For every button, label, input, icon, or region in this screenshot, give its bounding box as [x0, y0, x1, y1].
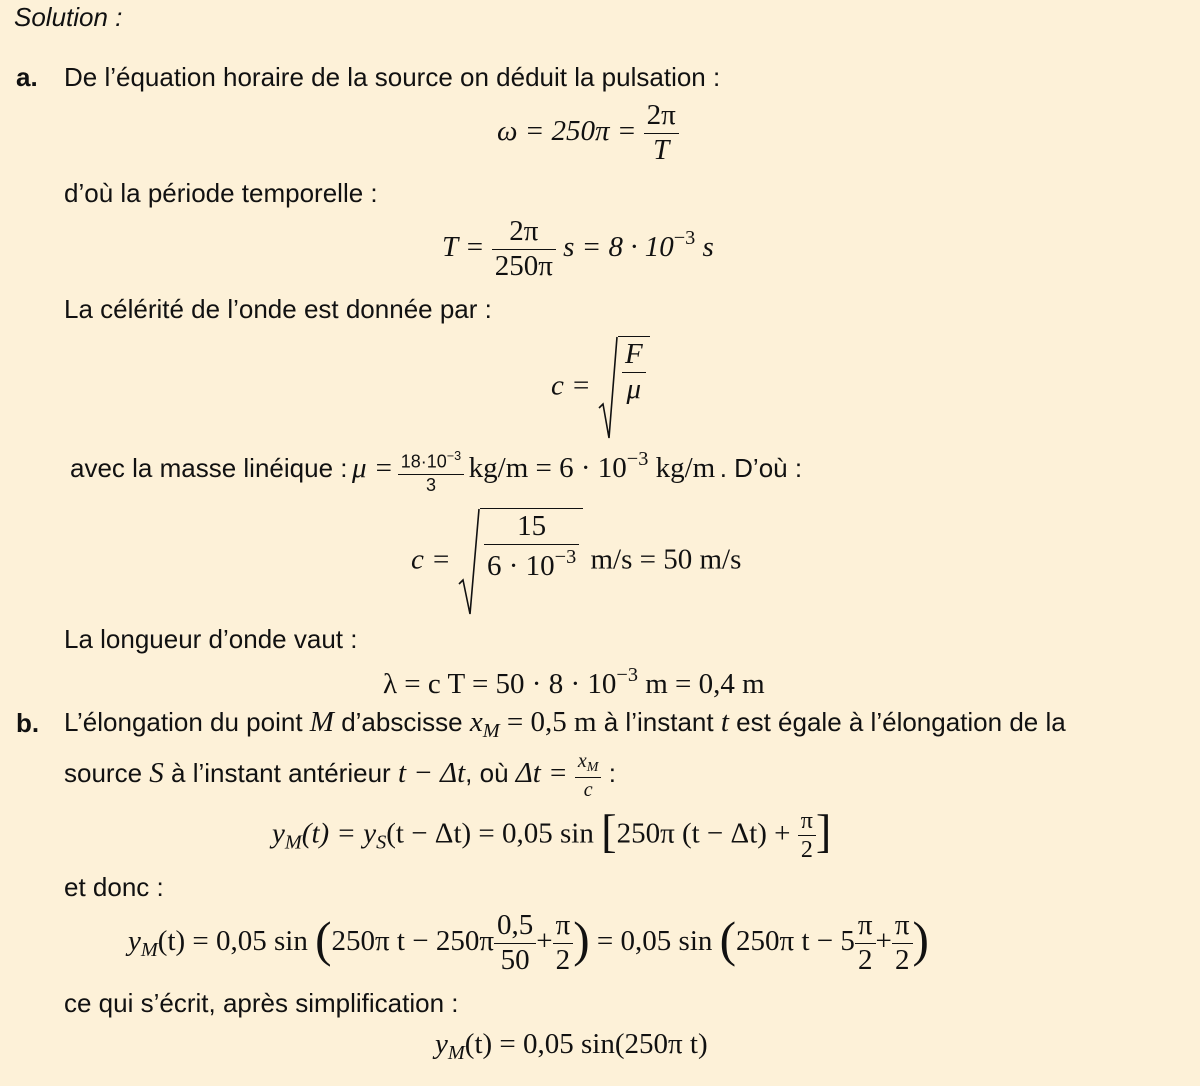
- lambda-text: La longueur d’onde vaut :: [64, 624, 358, 654]
- lambda-exp: −3: [616, 664, 638, 686]
- elongation-equation-2: [128, 910, 929, 977]
- eq2-close-paren-2: ): [912, 911, 929, 967]
- mu-after: . D’où :: [719, 453, 803, 484]
- mu-rhs-unit: kg/m: [648, 452, 716, 485]
- mu-rhs-exp: −3: [626, 448, 649, 470]
- final-y: y: [435, 1028, 448, 1060]
- mu-den: 3: [425, 474, 436, 495]
- simplification-text: ce qui s’écrit, après simplification :: [64, 988, 459, 1018]
- line2-expr: t − Δt: [397, 757, 466, 790]
- period-lhs: T =: [442, 231, 485, 264]
- dt-num-sub: M: [586, 760, 599, 776]
- elongation-equation-1: [272, 806, 831, 864]
- line1-xM: [469, 706, 500, 743]
- eq2-b: 250π t − 5: [736, 925, 855, 958]
- period-exp: −3: [673, 226, 696, 249]
- mu-num: [398, 450, 464, 474]
- line2-colon: :: [608, 758, 616, 789]
- celerity-equation: [551, 336, 650, 440]
- eq2-close-paren-1: ): [573, 911, 590, 967]
- mu-lhs: μ =: [351, 452, 394, 485]
- eq2-lhs: (t) = 0,05 sin: [157, 925, 308, 958]
- celerity-num: F: [622, 339, 646, 373]
- eq2-frac-3: [855, 910, 876, 977]
- solution-title: Solution :: [14, 2, 123, 32]
- eq1-fraction: [798, 808, 816, 864]
- donc-text: et donc :: [64, 872, 164, 902]
- line1-d: à l’instant: [603, 707, 714, 737]
- line1-a: L’élongation du point: [64, 707, 303, 737]
- celerity-fraction: [622, 339, 646, 406]
- eq1-ysub: M: [284, 831, 302, 854]
- mu-rhs: [468, 448, 716, 485]
- lambda-rest: m = 0,4 m: [637, 668, 765, 701]
- eq2-mid: = 0,05 sin: [596, 925, 713, 958]
- mu-num-exp: −3: [446, 449, 462, 464]
- period-fraction: [492, 216, 556, 283]
- part-b-line1: [64, 706, 1066, 743]
- celerity2-den: [484, 545, 579, 583]
- eq2-f4num: π: [892, 910, 913, 944]
- omega-num: 2π: [644, 100, 679, 134]
- eq2-plus-1: +: [536, 925, 553, 958]
- line1-t: t: [720, 706, 729, 738]
- eq1-close-bracket: ]: [815, 807, 832, 858]
- period-rhs-text: s = 8 · 10: [563, 231, 674, 264]
- period-num: 2π: [492, 216, 556, 250]
- period-den: 250π: [494, 249, 553, 282]
- eq1-mid: (t) = y: [301, 817, 377, 850]
- eq2-plus-2: +: [875, 925, 892, 958]
- omega-den: T: [653, 133, 670, 166]
- final-ysub: M: [447, 1042, 465, 1065]
- part-a-intro: De l’équation horaire de la source on déduit la pulsation :: [64, 62, 721, 92]
- part-a-marker: a.: [16, 62, 38, 92]
- celerity-den: μ: [626, 372, 642, 405]
- line2-b: à l’instant antérieur: [171, 758, 391, 789]
- celerity-lhs: c =: [551, 369, 591, 402]
- eq2-f3num: π: [855, 910, 876, 944]
- part-b-line2: [64, 750, 616, 801]
- eq1-ssub: S: [376, 831, 387, 854]
- mass-line: [70, 448, 802, 496]
- mu-rhs-text: kg/m = 6 · 10: [468, 452, 627, 485]
- lambda-eq: λ = c T = 50 · 8 · 10: [383, 668, 617, 701]
- line1-M: M: [309, 706, 334, 738]
- radical-icon: [598, 336, 618, 440]
- omega-equation: [497, 100, 679, 167]
- line1-b: d’abscisse: [341, 707, 463, 737]
- eq2-f1den: 50: [500, 943, 530, 976]
- line2-S: S: [149, 757, 164, 790]
- celerity-text: La célérité de l’onde est donnée par :: [64, 294, 492, 324]
- mu-num-text: 18·10: [400, 451, 447, 472]
- eq2-f2den: 2: [555, 943, 571, 976]
- celerity2-num: 15: [484, 511, 579, 545]
- sqrt-symbol: [598, 336, 650, 440]
- sqrt-symbol-2: [458, 508, 583, 616]
- final-rest: (t) = 0,05 sin(250π t): [464, 1028, 708, 1060]
- omega-lhs: ω = 250π =: [497, 115, 637, 148]
- line2-dt: Δt =: [515, 757, 568, 790]
- eq2-y: y: [128, 925, 141, 958]
- eq2-frac-2: [553, 910, 574, 977]
- eq1-inner: 250π (t − Δt) +: [616, 817, 791, 850]
- celerity2-rhs: m/s = 50 m/s: [590, 543, 742, 576]
- period-unit: s: [695, 231, 714, 264]
- eq2-f2num: π: [553, 910, 574, 944]
- dt-num: [575, 750, 602, 778]
- celerity2-den-exp: −3: [554, 545, 577, 568]
- celerity2-lhs: c =: [411, 543, 451, 576]
- line1-xsub: M: [482, 720, 500, 743]
- lambda-equation: [383, 664, 765, 701]
- dt-num-x: x: [577, 750, 587, 772]
- period-rhs: [563, 226, 714, 264]
- eq1-rest: (t − Δt) = 0,05 sin: [386, 817, 594, 850]
- eq2-open-paren-1: (: [315, 911, 332, 967]
- eq1-y: y: [272, 817, 285, 850]
- line1-c: = 0,5 m: [506, 706, 597, 738]
- eq2-f1num: 0,5: [494, 910, 536, 944]
- eq2-f3den: 2: [857, 943, 873, 976]
- eq2-ysub: M: [140, 939, 158, 962]
- dt-fraction: [575, 750, 602, 801]
- eq1-fden: 2: [800, 837, 813, 864]
- final-equation: [435, 1028, 708, 1065]
- period-equation: [442, 216, 714, 283]
- eq2-open-paren-2: (: [719, 911, 737, 967]
- celerity2-fraction: [484, 511, 579, 583]
- eq1-fnum: π: [798, 808, 816, 836]
- celerity-value-equation: [411, 508, 741, 616]
- dt-den: c: [583, 778, 593, 801]
- part-b-marker: b.: [16, 708, 40, 738]
- line1-e: est égale à l’élongation de la: [736, 707, 1066, 737]
- eq1-open-bracket: [: [601, 807, 617, 858]
- celerity2-den-text: 6 · 10: [486, 550, 555, 583]
- eq2-frac-4: [892, 910, 913, 977]
- mu-fraction: [398, 450, 464, 495]
- line2-a: source: [64, 758, 143, 789]
- radical-icon: [458, 508, 480, 616]
- line1-x: x: [469, 706, 483, 738]
- period-text: d’où la période temporelle :: [64, 178, 378, 208]
- eq2-frac-1: [494, 910, 536, 977]
- line2-c: , où: [465, 758, 509, 789]
- omega-fraction: [644, 100, 679, 167]
- mass-text: avec la masse linéique :: [70, 453, 348, 484]
- eq2-f4den: 2: [894, 943, 910, 976]
- eq2-a: 250π t − 250π: [331, 925, 494, 958]
